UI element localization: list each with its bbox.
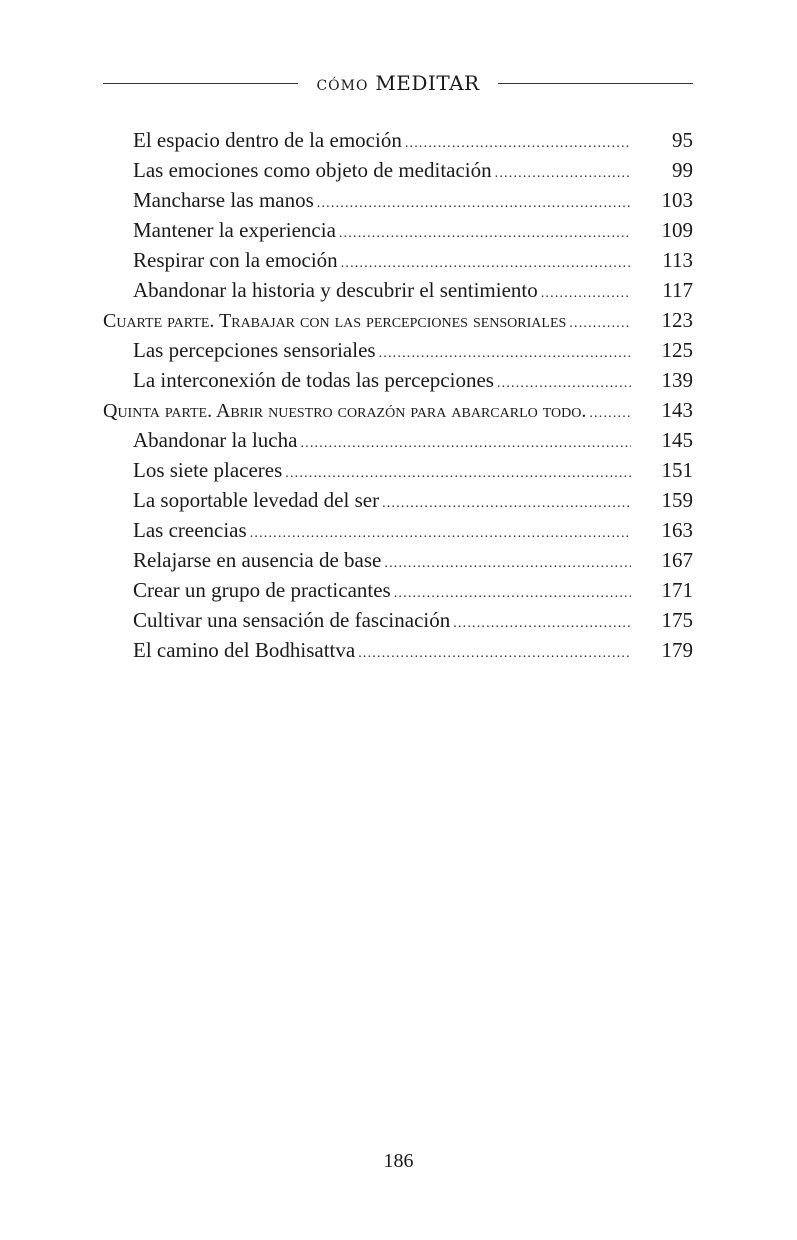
toc-part-heading bbox=[103, 305, 693, 335]
dot-leader bbox=[341, 249, 631, 275]
toc-entry-label: La interconexión de todas las percepciones bbox=[133, 368, 494, 392]
toc-entry-page: 103 bbox=[661, 188, 693, 212]
header-rule-right bbox=[498, 83, 693, 84]
toc-entry-label: Los siete placeres bbox=[133, 458, 283, 482]
dot-leader bbox=[358, 639, 631, 665]
toc-entry bbox=[103, 425, 693, 455]
toc-entry-label: El espacio dentro de la emoción bbox=[133, 128, 402, 152]
toc-entry-page: 163 bbox=[661, 518, 693, 542]
dot-leader bbox=[497, 369, 631, 395]
toc-entry-page: 179 bbox=[661, 638, 693, 662]
toc-entry-label: Las emociones como objeto de meditación bbox=[133, 158, 492, 182]
book-title bbox=[298, 71, 497, 95]
toc-entry-page: 139 bbox=[661, 368, 693, 392]
toc-entry-label: Crear un grupo de practicantes bbox=[133, 578, 391, 602]
toc-entry bbox=[103, 545, 693, 575]
dot-leader bbox=[317, 189, 631, 215]
dot-leader bbox=[285, 459, 631, 485]
toc-entry bbox=[103, 365, 693, 395]
book-title-main: MEDITAR bbox=[375, 71, 480, 95]
toc-entry-page: 151 bbox=[661, 458, 693, 482]
dot-leader bbox=[589, 399, 631, 425]
toc-entry bbox=[103, 335, 693, 365]
dot-leader bbox=[339, 219, 631, 245]
toc-entry-page: 113 bbox=[662, 248, 693, 272]
toc-entry-label: El camino del Bodhisattva bbox=[133, 638, 356, 662]
dot-leader bbox=[300, 429, 631, 455]
toc-entry-page: 143 bbox=[661, 398, 693, 422]
toc-entry bbox=[103, 185, 693, 215]
dot-leader bbox=[405, 129, 631, 155]
toc-entry bbox=[103, 605, 693, 635]
toc-part-heading bbox=[103, 395, 693, 425]
toc-entry-page: 171 bbox=[661, 578, 693, 602]
dot-leader bbox=[250, 519, 631, 545]
dot-leader bbox=[384, 549, 631, 575]
toc-entry-label: Respirar con la emoción bbox=[133, 248, 338, 272]
toc-entry-label: Mancharse las manos bbox=[133, 188, 314, 212]
toc-entry-page: 117 bbox=[662, 278, 693, 302]
toc-entry-page: 159 bbox=[661, 488, 693, 512]
toc-entry-page: 109 bbox=[661, 218, 693, 242]
toc-entry-page: 175 bbox=[661, 608, 693, 632]
dot-leader bbox=[495, 159, 631, 185]
toc-entry-label: Cultivar una sensación de fascinación bbox=[133, 608, 451, 632]
table-of-contents bbox=[103, 125, 693, 665]
toc-entry-label: Cuarte parte. Trabajar con las percepciones sensoriales bbox=[103, 310, 567, 332]
toc-entry-page: 95 bbox=[672, 128, 693, 152]
toc-entry bbox=[103, 245, 693, 275]
toc-entry bbox=[103, 515, 693, 545]
book-title-small: CÓMO bbox=[316, 78, 369, 94]
toc-entry-page: 125 bbox=[661, 338, 693, 362]
dot-leader bbox=[379, 339, 631, 365]
dot-leader bbox=[541, 279, 631, 305]
running-header bbox=[103, 68, 693, 98]
toc-entry bbox=[103, 215, 693, 245]
dot-leader bbox=[453, 609, 631, 635]
toc-entry bbox=[103, 455, 693, 485]
toc-entry bbox=[103, 125, 693, 155]
toc-entry-label: Relajarse en ausencia de base bbox=[133, 548, 382, 572]
header-rule-left bbox=[103, 83, 298, 84]
toc-entry-page: 167 bbox=[661, 548, 693, 572]
toc-entry bbox=[103, 275, 693, 305]
toc-entry-page: 123 bbox=[661, 308, 693, 332]
toc-entry bbox=[103, 635, 693, 665]
toc-entry-label: Abandonar la historia y descubrir el sentimiento bbox=[133, 278, 538, 302]
toc-entry-label: La soportable levedad del ser bbox=[133, 488, 380, 512]
toc-entry-label: Abandonar la lucha bbox=[133, 428, 298, 452]
toc-entry bbox=[103, 155, 693, 185]
toc-entry-label: Las percepciones sensoriales bbox=[133, 338, 376, 362]
toc-entry-label: Las creencias bbox=[133, 518, 247, 542]
toc-entry-page: 99 bbox=[672, 158, 693, 182]
toc-entry bbox=[103, 575, 693, 605]
toc-entry-label: Mantener la experiencia bbox=[133, 218, 336, 242]
toc-entry bbox=[103, 485, 693, 515]
dot-leader bbox=[569, 309, 631, 335]
toc-entry-label: Quinta parte. Abrir nuestro corazón para abarcarlo todo. bbox=[103, 400, 587, 422]
toc-entry-page: 145 bbox=[661, 428, 693, 452]
dot-leader bbox=[394, 579, 631, 605]
dot-leader bbox=[382, 489, 631, 515]
page-number: 186 bbox=[383, 1150, 414, 1172]
